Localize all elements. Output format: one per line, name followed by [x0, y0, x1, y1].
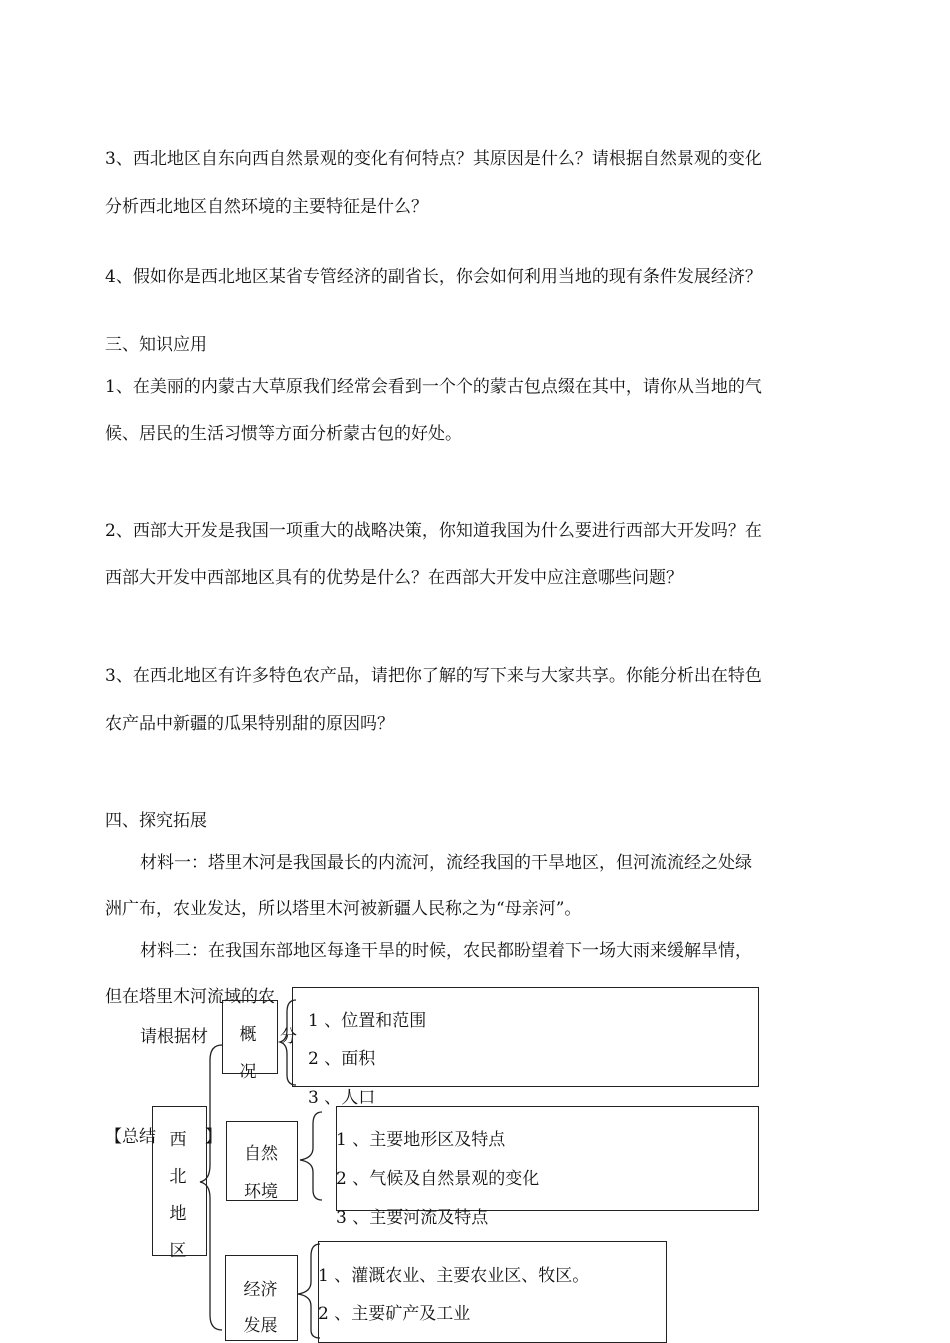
question-3-line-2: 分析西北地区自然环境的主要特征是什么？	[105, 197, 428, 217]
economy-brace	[298, 1244, 320, 1338]
question-3-line-1: 3、西北地区自东向西自然景观的变化有何特点？其原因是什么？请根据自然景观的变化	[105, 149, 762, 169]
summary-bracket-close: 】	[205, 1127, 222, 1147]
material-3-line-1: 请根据材	[140, 1027, 208, 1047]
application-2-line-1: 2、西部大开发是我国一项重大的战略决策，你知道我国为什么要进行西部大开发吗？在	[105, 521, 762, 541]
nature-label-line-1: 自然	[244, 1144, 278, 1164]
material-2-line-2: 但在塔里木河流域的农	[105, 987, 275, 1007]
section-3-title: 三、知识应用	[105, 335, 207, 355]
root-char-1: 西	[169, 1130, 187, 1150]
economy-item-2: 2 、主要矿产及工业	[318, 1304, 471, 1324]
material-3-tail: 分	[280, 1027, 297, 1047]
root-char-2: 北	[169, 1167, 187, 1187]
economy-items-box	[318, 1241, 667, 1343]
summary-label: 【总结	[105, 1127, 156, 1147]
overview-items-box	[292, 987, 759, 1087]
material-1-line-2: 洲广布，农业发达，所以塔里木河被新疆人民称之为“母亲河”。	[105, 899, 582, 919]
nature-brace	[300, 1112, 322, 1200]
overview-item-1: 1 、位置和范围	[308, 1011, 427, 1031]
overview-item-2: 2 、面积	[308, 1049, 376, 1069]
nature-item-1: 1 、主要地形区及特点	[336, 1130, 506, 1150]
overview-item-3: 3 、人口	[308, 1088, 376, 1108]
economy-label-line-1: 经济	[243, 1280, 278, 1300]
material-1-line-1: 材料一：塔里木河是我国最长的内流河，流经我国的干旱地区，但河流流经之处绿	[140, 853, 752, 873]
question-4: 4、假如你是西北地区某省专管经济的副省长，你会如何利用当地的现有条件发展经济？	[105, 267, 762, 287]
application-1-line-1: 1、在美丽的内蒙古大草原我们经常会看到一个个的蒙古包点缀在其中，请你从当地的气	[105, 377, 762, 397]
application-1-line-2: 候、居民的生活习惯等方面分析蒙古包的好处。	[105, 424, 462, 444]
nature-item-2: 2 、气候及自然景观的变化	[336, 1169, 540, 1189]
root-char-3: 地	[169, 1204, 187, 1224]
overview-label-char-2: 况	[239, 1062, 257, 1082]
overview-label-char-1: 概	[239, 1025, 257, 1045]
nature-item-3: 3 、主要河流及特点	[336, 1208, 489, 1228]
nature-label-line-2: 环境	[244, 1182, 278, 1202]
economy-item-1: 1 、灌溉农业、主要农业区、牧区。	[318, 1266, 590, 1286]
application-3-line-2: 农产品中新疆的瓜果特别甜的原因吗？	[105, 714, 394, 734]
economy-label-line-2: 发展	[243, 1316, 278, 1336]
application-2-line-2: 西部大开发中西部地区具有的优势是什么？在西部大开发中应注意哪些问题？	[105, 568, 683, 588]
root-char-4: 区	[169, 1241, 187, 1261]
application-3-line-1: 3、在西北地区有许多特色农产品，请把你了解的写下来与大家共享。你能分析出在特色	[105, 666, 762, 686]
section-4-title: 四、探究拓展	[105, 811, 207, 831]
nature-items-box	[336, 1106, 759, 1211]
material-2-line-1: 材料二：在我国东部地区每逢干旱的时候，农民都盼望着下一场大雨来缓解旱情，	[140, 941, 752, 961]
